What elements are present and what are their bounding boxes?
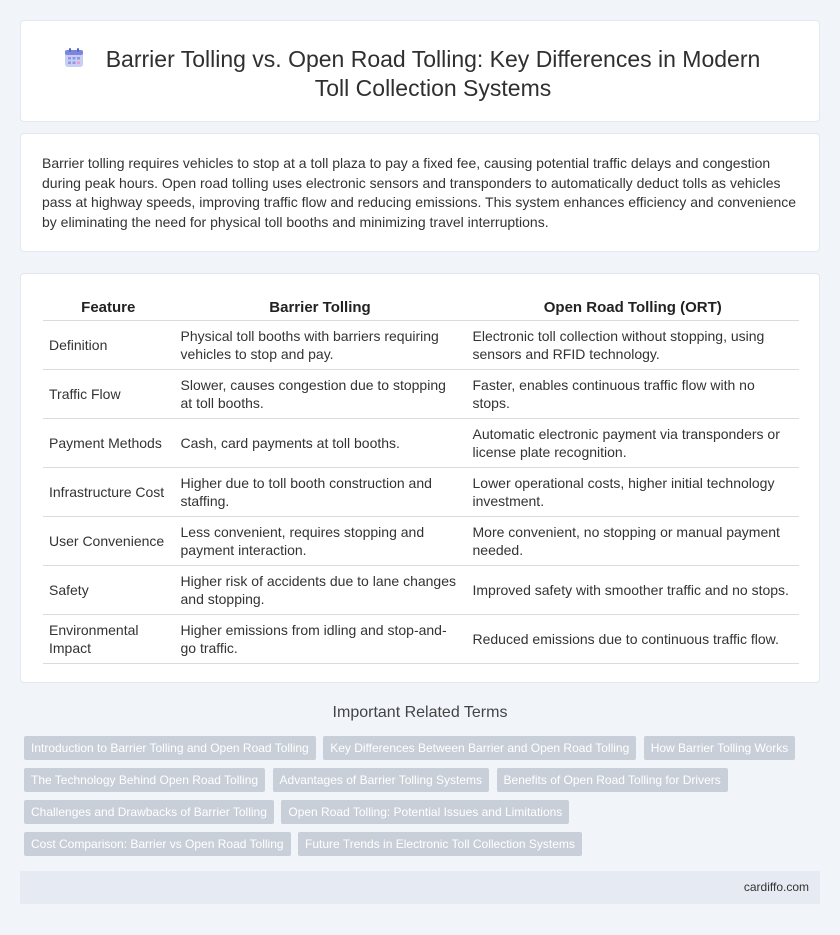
related-term-link[interactable]: How Barrier Tolling Works: [644, 736, 796, 760]
tag-row: [24, 832, 814, 864]
row-feature: Environmental Impact: [43, 614, 174, 663]
row-feature: Definition: [43, 320, 174, 369]
header-ort: Open Road Tolling (ORT): [466, 294, 799, 320]
row-barrier: Less convenient, requires stopping and payment interaction.: [174, 516, 466, 565]
footer: [20, 871, 820, 904]
table-row: [43, 516, 799, 565]
tag-row: [24, 768, 814, 800]
related-term-link[interactable]: Future Trends in Electronic Toll Collection Systems: [298, 832, 582, 856]
related-term-link[interactable]: The Technology Behind Open Road Tolling: [24, 768, 265, 792]
row-ort: Lower operational costs, higher initial technology investment.: [466, 467, 799, 516]
table-row: [43, 467, 799, 516]
row-feature: User Convenience: [43, 516, 174, 565]
table-header-row: [43, 294, 799, 320]
table-row: [43, 320, 799, 369]
tag-row: [24, 800, 814, 832]
row-barrier: Cash, card payments at toll booths.: [174, 418, 466, 467]
comparison-table: [43, 294, 799, 664]
row-feature: Payment Methods: [43, 418, 174, 467]
row-barrier: Slower, causes congestion due to stopping at toll booths.: [174, 369, 466, 418]
row-ort: Automatic electronic payment via transponders or license plate recognition.: [466, 418, 799, 467]
row-feature: Traffic Flow: [43, 369, 174, 418]
page-title: Barrier Tolling vs. Open Road Tolling: Key Differences in Modern Toll Collection Systems: [105, 46, 761, 101]
row-barrier: Higher risk of accidents due to lane changes and stopping.: [174, 565, 466, 614]
related-term-link[interactable]: Open Road Tolling: Potential Issues and Limitations: [281, 800, 569, 824]
row-barrier: Physical toll booths with barriers requiring vehicles to stop and pay.: [174, 320, 466, 369]
comparison-card: [20, 273, 820, 683]
row-ort: Reduced emissions due to continuous traffic flow.: [466, 614, 799, 663]
header-feature: Feature: [43, 294, 174, 320]
related-term-link[interactable]: Cost Comparison: Barrier vs Open Road Tolling: [24, 832, 291, 856]
table-row: [43, 369, 799, 418]
related-term-link[interactable]: Advantages of Barrier Tolling Systems: [273, 768, 490, 792]
related-term-link[interactable]: Challenges and Drawbacks of Barrier Tolling: [24, 800, 274, 824]
intro-paragraph: Barrier tolling requires vehicles to stop at a toll plaza to pay a fixed fee, causing potential traffic delays and congestion during peak hours. Open road tolling uses electronic sensors and transponders to automatically deduct tolls as vehicles pass at highway speeds, improving traffic flow and reducing emissions. This system enhances efficiency and convenience by eliminating the need for physical toll booths and minimizing travel interruptions.: [42, 155, 797, 230]
footer-site-link[interactable]: cardiffo.com: [743, 880, 809, 894]
related-terms-list: [24, 736, 814, 864]
row-barrier: Higher due to toll booth construction and staffing.: [174, 467, 466, 516]
header-barrier: Barrier Tolling: [174, 294, 466, 320]
row-ort: Electronic toll collection without stopping, using sensors and RFID technology.: [466, 320, 799, 369]
title-card: [20, 20, 820, 122]
table-row: [43, 418, 799, 467]
row-ort: Faster, enables continuous traffic flow with no stops.: [466, 369, 799, 418]
related-terms-heading: Important Related Terms: [332, 704, 508, 721]
intro-card: [20, 133, 820, 252]
row-feature: Safety: [43, 565, 174, 614]
related-term-link[interactable]: Benefits of Open Road Tolling for Drivers: [497, 768, 728, 792]
table-row: [43, 565, 799, 614]
table-row: [43, 614, 799, 663]
related-term-link[interactable]: Key Differences Between Barrier and Open Road Tolling: [323, 736, 636, 760]
row-feature: Infrastructure Cost: [43, 467, 174, 516]
row-barrier: Higher emissions from idling and stop-and-go traffic.: [174, 614, 466, 663]
row-ort: More convenient, no stopping or manual payment needed.: [466, 516, 799, 565]
related-term-link[interactable]: Introduction to Barrier Tolling and Open Road Tolling: [24, 736, 316, 760]
tag-row: [24, 736, 814, 768]
row-ort: Improved safety with smoother traffic and no stops.: [466, 565, 799, 614]
